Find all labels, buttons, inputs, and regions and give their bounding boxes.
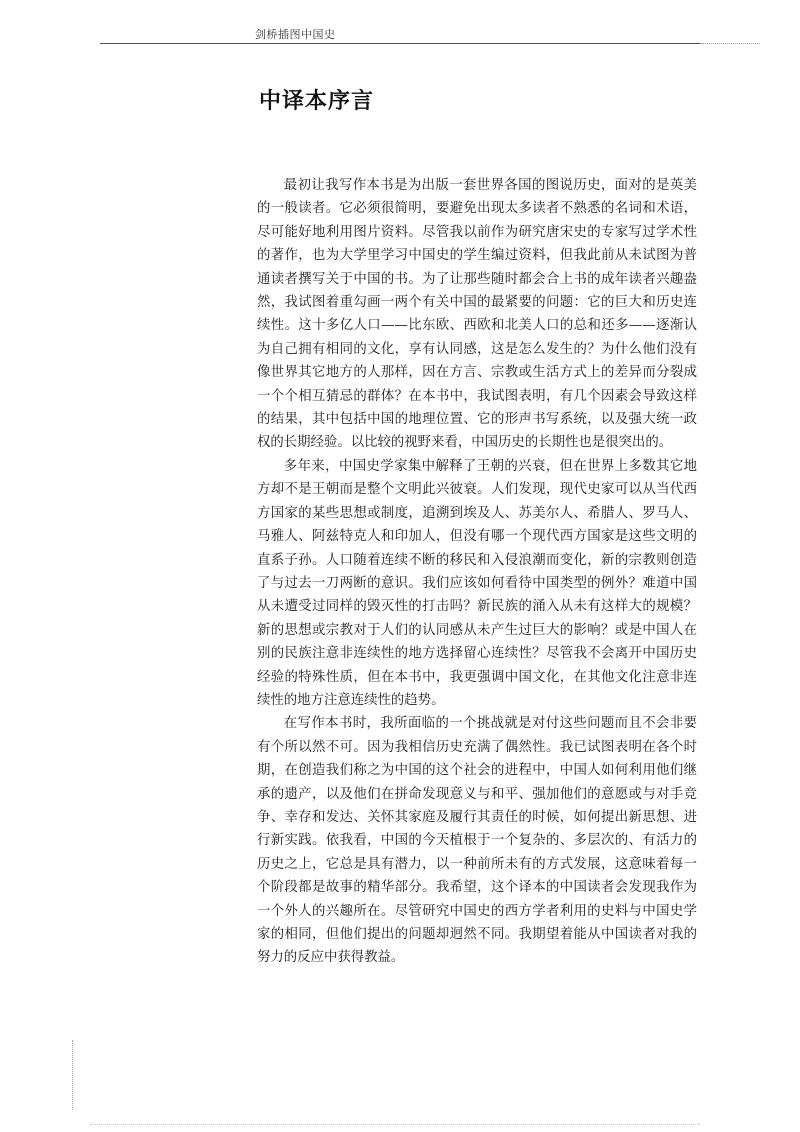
header-rule-extension — [700, 43, 760, 44]
scan-edge-mark — [72, 1040, 74, 1110]
paragraph-2: 多年来，中国史学家集中解释了王朝的兴衰，但在世界上多数其它地方却不是王朝而是整个文明此兴彼衰。人们发现，现代史家可以从当代西方国家的某些思想或制度，追溯到埃及人、苏美尔人、希腊人、罗马人、马雅人、阿兹特克人和印加人，但没有哪一个现代西方国家是这些文明的直系子孙。人口随着连续不断的移民和入侵浪潮而变化，新的宗教则创造了与过去一刀两断的意识。我们应该如何看待中国类型的例外？难道中国从未遭受过同样的毁灭性的打击吗？新民族的涌入从未有这样大的规模？新的思想或宗教对于人们的认同感从未产生过巨大的影响？或是中国人在别的民族注意非连续性的地方选择留心连续性？尽管我不会离开中国历史经验的特殊性质，但在本书中，我更强调中国文化，在其他文化注意非连续性的地方注意连续性的趋势。 — [257, 458, 697, 708]
paragraph-3: 在写作本书时，我所面临的一个挑战就是对付这些问题而且不会非要有个所以然不可。因为我相信历史充满了偶然性。我已试图表明在各个时期，在创造我们称之为中国的这个社会的进程中，中国人如何利用他们继承的遗产，以及他们在拼命发现意义与和平、强加他们的意愿或与对手竞争、幸存和发达、关怀其家庭及履行其责任的时候，如何提出新思想、进行新实践。依我看，中国的今天植根于一个复杂的、多层次的、有活力的历史之上，它总是具有潜力，以一种前所未有的方式发展，这意味着每一个阶段都是故事的精华部分。我希望，这个译本的中国读者会发现我作为一个外人的兴趣所在。尽管研究中国史的西方学者利用的史料与中国史学家的相同，但他们提出的问题却迥然不同。我期望着能从中国读者对我的努力的反应中获得教益。 — [257, 716, 697, 966]
header-rule — [100, 43, 700, 44]
body-text — [257, 174, 697, 970]
running-header: 剑桥插图中国史 — [255, 28, 336, 41]
paragraph-1: 最初让我写作本书是为出版一套世界各国的图说历史，面对的是英美的一般读者。它必须很简明，要避免出现太多读者不熟悉的名词和术语，尽可能好地利用图片资料。尽管我以前作为研究唐宋史的专家写过学术性的著作，也为大学里学习中国史的学生编过资料，但我此前从未试图为普通读者撰写关于中国的书。为了让那些随时都会合上书的成年读者兴趣盎然，我试图着重勾画一两个有关中国的最紧要的问题：它的巨大和历史连续性。这十多亿人口——比东欧、西欧和北美人口的总和还多——逐渐认为自己拥有相同的文化，享有认同感，这是怎么发生的？为什么他们没有像世界其它地方的人那样，因在方言、宗教或生活方式上的差异而分裂成一个个相互猜忌的群体？在本书中，我试图表明，有几个因素会导致这样的结果，其中包括中国的地理位置、它的形声书写系统，以及强大统一政权的长期经验。以比较的视野来看，中国历史的长期性也是很突出的。 — [257, 178, 697, 451]
scan-bottom-edge — [90, 1124, 700, 1125]
chapter-title: 中译本序言 — [259, 89, 375, 114]
